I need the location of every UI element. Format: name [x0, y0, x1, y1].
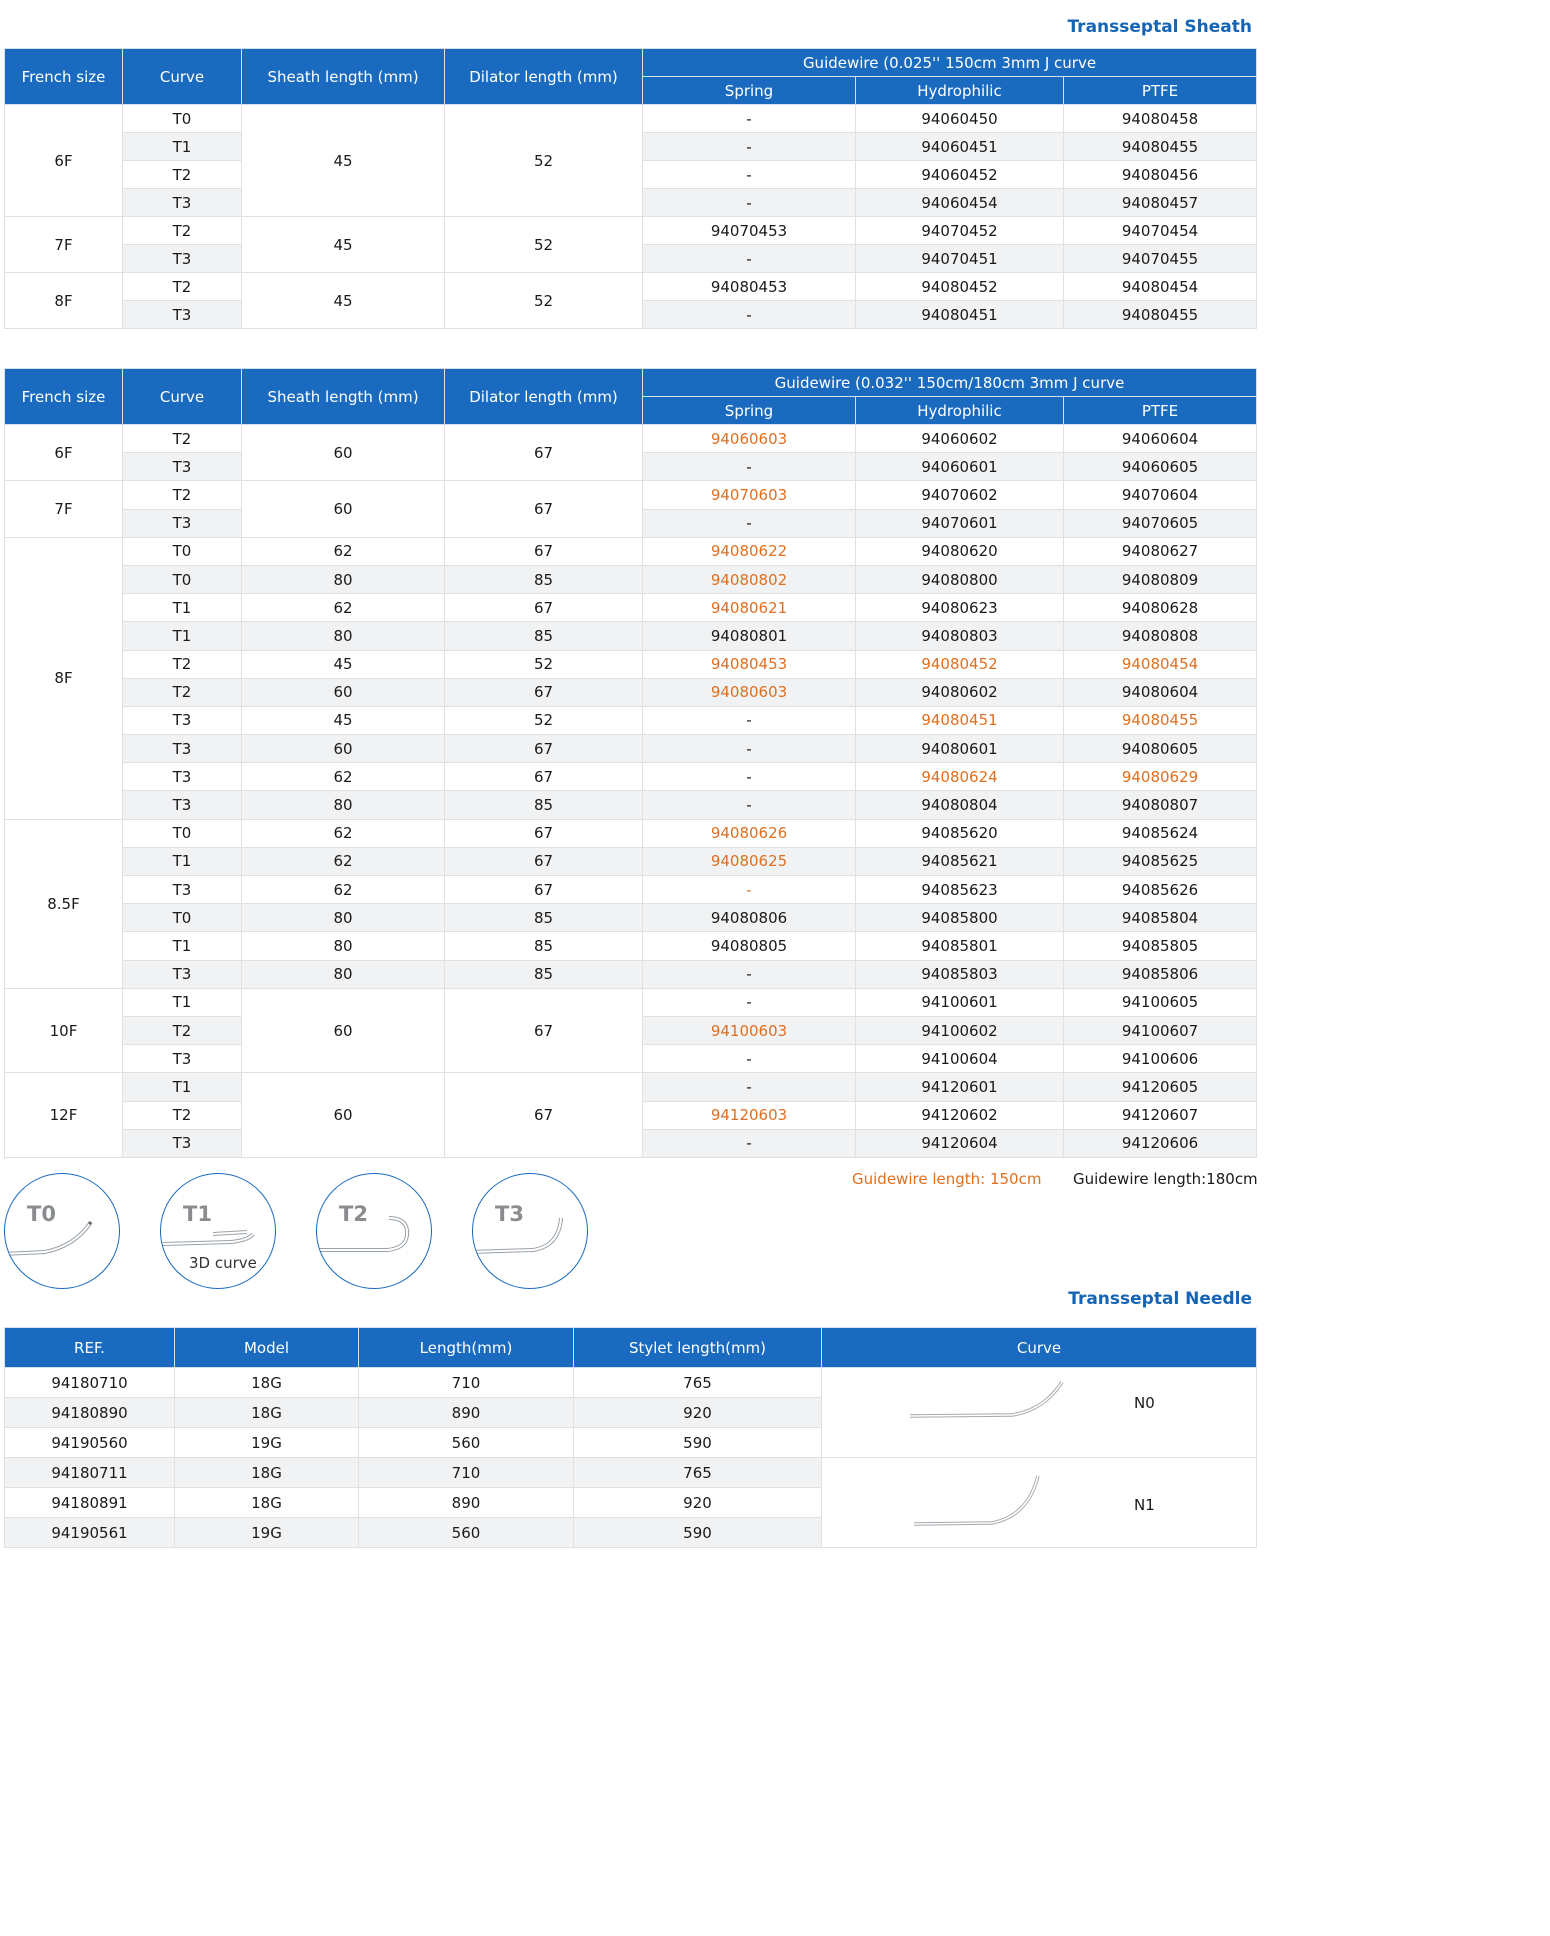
hydrophilic-cell: 94060602	[856, 425, 1064, 453]
ptfe-cell: 94085624	[1064, 819, 1257, 847]
ptfe-cell: 94080455	[1064, 301, 1257, 329]
hydrophilic-cell: 94070601	[856, 509, 1064, 537]
table-row	[5, 706, 1257, 734]
curve-cell: T2	[123, 425, 242, 453]
curve-cell: T3	[123, 706, 242, 734]
spring-cell: -	[643, 161, 856, 189]
header-ptfe: PTFE	[1064, 397, 1257, 425]
curve-cell: T2	[123, 481, 242, 509]
hydrophilic-cell: 94080451	[856, 301, 1064, 329]
curve-cell: T3	[123, 453, 242, 481]
hydrophilic-cell: 94080602	[856, 678, 1064, 706]
table-row	[5, 1368, 1257, 1398]
needle-curve-label: N0	[1134, 1394, 1155, 1412]
curve-diagram-t3	[472, 1173, 588, 1289]
header-french-size: French size	[5, 369, 123, 425]
dilator-length-cell: 67	[445, 1073, 643, 1158]
table-row	[5, 537, 1257, 565]
ptfe-cell: 94080809	[1064, 565, 1257, 593]
model-cell: 18G	[175, 1368, 359, 1398]
hydrophilic-cell: 94120601	[856, 1073, 1064, 1101]
spring-cell: -	[643, 735, 856, 763]
spring-cell: 94120603	[643, 1101, 856, 1129]
sheath-length-cell: 45	[242, 217, 445, 273]
sheath-length-cell: 60	[242, 735, 445, 763]
french-size-cell: 10F	[5, 988, 123, 1073]
hydrophilic-cell: 94085801	[856, 932, 1064, 960]
dilator-length-cell: 85	[445, 622, 643, 650]
curve-cell: T2	[123, 1016, 242, 1044]
needle-curve-label: N1	[1134, 1496, 1155, 1514]
needle-curve-cell-0	[822, 1368, 1257, 1458]
spring-cell: 94080603	[643, 678, 856, 706]
hydrophilic-cell: 94060450	[856, 105, 1064, 133]
header-french-size: French size	[5, 49, 123, 105]
curve-cell: T0	[123, 105, 242, 133]
header-sheath-length: Sheath length (mm)	[242, 369, 445, 425]
model-cell: 19G	[175, 1428, 359, 1458]
sheath-length-cell: 45	[242, 706, 445, 734]
curve-cell: T3	[123, 791, 242, 819]
spring-cell: 94080806	[643, 904, 856, 932]
table-row	[5, 481, 1257, 509]
hydrophilic-cell: 94070452	[856, 217, 1064, 245]
n0-curve-icon	[822, 1368, 1257, 1456]
t3-curve-icon	[473, 1174, 587, 1288]
spring-cell: -	[643, 988, 856, 1016]
header-spring: Spring	[643, 397, 856, 425]
curve-cell: T3	[123, 763, 242, 791]
curve-cell: T3	[123, 189, 242, 217]
ptfe-cell: 94085805	[1064, 932, 1257, 960]
ptfe-cell: 94085626	[1064, 876, 1257, 904]
header-model: Model	[175, 1328, 359, 1368]
model-cell: 18G	[175, 1488, 359, 1518]
sheath-length-cell: 62	[242, 847, 445, 875]
sheath-length-cell: 60	[242, 1073, 445, 1158]
curve-diagram-t0	[4, 1173, 120, 1289]
sheath-length-cell: 60	[242, 425, 445, 481]
hydrophilic-cell: 94060601	[856, 453, 1064, 481]
legend-180cm: Guidewire length:180cm	[1073, 1170, 1258, 1188]
needle-title: Transseptal Needle	[1068, 1289, 1252, 1309]
header-curve: Curve	[123, 369, 242, 425]
table-row	[5, 273, 1257, 301]
header-guidewire: Guidewire (0.025'' 150cm 3mm J curve	[643, 49, 1257, 77]
header-dilator-length: Dilator length (mm)	[445, 369, 643, 425]
curve-diagram-t1	[160, 1173, 276, 1289]
ptfe-cell: 94085806	[1064, 960, 1257, 988]
dilator-length-cell: 67	[445, 847, 643, 875]
dilator-length-cell: 67	[445, 876, 643, 904]
ptfe-cell: 94120605	[1064, 1073, 1257, 1101]
hydrophilic-cell: 94120604	[856, 1129, 1064, 1157]
curve-cell: T2	[123, 273, 242, 301]
curve-cell: T0	[123, 904, 242, 932]
ptfe-cell: 94085804	[1064, 904, 1257, 932]
sheath-length-cell: 45	[242, 650, 445, 678]
length-cell: 560	[359, 1518, 574, 1548]
header-dilator-length: Dilator length (mm)	[445, 49, 643, 105]
table-row	[5, 1073, 1257, 1101]
header-ptfe: PTFE	[1064, 77, 1257, 105]
hydrophilic-cell: 94080601	[856, 735, 1064, 763]
sheath-length-cell: 62	[242, 763, 445, 791]
sheath-length-cell: 80	[242, 622, 445, 650]
table-row	[5, 735, 1257, 763]
curve-cell: T1	[123, 133, 242, 161]
legend-150cm: Guidewire length: 150cm	[852, 1170, 1042, 1188]
spring-cell: -	[643, 453, 856, 481]
ref-cell: 94180711	[5, 1458, 175, 1488]
sheath-length-cell: 60	[242, 481, 445, 537]
table-row	[5, 791, 1257, 819]
dilator-length-cell: 67	[445, 594, 643, 622]
sheath-length-cell: 60	[242, 678, 445, 706]
spring-cell: 94080622	[643, 537, 856, 565]
curve-cell: T2	[123, 650, 242, 678]
sheath-length-cell: 45	[242, 105, 445, 217]
ptfe-cell: 94080456	[1064, 161, 1257, 189]
curve-cell: T1	[123, 847, 242, 875]
spring-cell: -	[643, 245, 856, 273]
table-row	[5, 1458, 1257, 1488]
curve-cell: T3	[123, 245, 242, 273]
stylet-length-cell: 590	[574, 1518, 822, 1548]
ptfe-cell: 94080458	[1064, 105, 1257, 133]
curve-cell: T3	[123, 509, 242, 537]
french-size-cell: 7F	[5, 481, 123, 537]
spring-cell: -	[643, 960, 856, 988]
hydrophilic-cell: 94120602	[856, 1101, 1064, 1129]
ptfe-cell: 94100606	[1064, 1045, 1257, 1073]
spring-cell: 94080802	[643, 565, 856, 593]
french-size-cell: 7F	[5, 217, 123, 273]
dilator-length-cell: 67	[445, 988, 643, 1073]
dilator-length-cell: 85	[445, 565, 643, 593]
ptfe-cell: 94080455	[1064, 133, 1257, 161]
dilator-length-cell: 52	[445, 273, 643, 329]
ptfe-cell: 94080457	[1064, 189, 1257, 217]
sheath-length-cell: 80	[242, 904, 445, 932]
spring-cell: 94060603	[643, 425, 856, 453]
model-cell: 18G	[175, 1398, 359, 1428]
header-length: Length(mm)	[359, 1328, 574, 1368]
hydrophilic-cell: 94080624	[856, 763, 1064, 791]
spring-cell: -	[643, 876, 856, 904]
french-size-cell: 6F	[5, 105, 123, 217]
sheath-length-cell: 60	[242, 988, 445, 1073]
length-cell: 560	[359, 1428, 574, 1458]
length-cell: 890	[359, 1488, 574, 1518]
ptfe-cell: 94080627	[1064, 537, 1257, 565]
header-spring: Spring	[643, 77, 856, 105]
header-stylet-length: Stylet length(mm)	[574, 1328, 822, 1368]
table-row	[5, 876, 1257, 904]
dilator-length-cell: 67	[445, 537, 643, 565]
curve-cell: T0	[123, 819, 242, 847]
table-row	[5, 217, 1257, 245]
hydrophilic-cell: 94080800	[856, 565, 1064, 593]
curve-sublabel: 3D curve	[189, 1254, 257, 1272]
spring-cell: -	[643, 763, 856, 791]
curve-cell: T2	[123, 1101, 242, 1129]
curve-cell: T1	[123, 988, 242, 1016]
french-size-cell: 8.5F	[5, 819, 123, 988]
spring-cell: 94080453	[643, 273, 856, 301]
needle-curve-cell-1	[822, 1458, 1257, 1548]
sheath-length-cell: 62	[242, 594, 445, 622]
ptfe-cell: 94120606	[1064, 1129, 1257, 1157]
curve-cell: T2	[123, 161, 242, 189]
ref-cell: 94180710	[5, 1368, 175, 1398]
table-row	[5, 425, 1257, 453]
table-row	[5, 678, 1257, 706]
curve-label: T0	[27, 1202, 56, 1226]
ptfe-cell: 94080807	[1064, 791, 1257, 819]
hydrophilic-cell: 94060452	[856, 161, 1064, 189]
curve-cell: T3	[123, 876, 242, 904]
hydrophilic-cell: 94085803	[856, 960, 1064, 988]
ptfe-cell: 94080628	[1064, 594, 1257, 622]
curve-cell: T2	[123, 217, 242, 245]
dilator-length-cell: 67	[445, 678, 643, 706]
curve-cell: T3	[123, 735, 242, 763]
spring-cell: -	[643, 1129, 856, 1157]
stylet-length-cell: 590	[574, 1428, 822, 1458]
spring-cell: -	[643, 1045, 856, 1073]
spring-cell: -	[643, 189, 856, 217]
ptfe-cell: 94080454	[1064, 650, 1257, 678]
hydrophilic-cell: 94080451	[856, 706, 1064, 734]
french-size-cell: 8F	[5, 273, 123, 329]
header-sheath-length: Sheath length (mm)	[242, 49, 445, 105]
french-size-cell: 12F	[5, 1073, 123, 1158]
length-cell: 710	[359, 1458, 574, 1488]
ptfe-cell: 94085625	[1064, 847, 1257, 875]
curve-cell: T0	[123, 565, 242, 593]
sheath-length-cell: 62	[242, 876, 445, 904]
stylet-length-cell: 765	[574, 1458, 822, 1488]
spring-cell: 94100603	[643, 1016, 856, 1044]
hydrophilic-cell: 94085800	[856, 904, 1064, 932]
table-row	[5, 904, 1257, 932]
length-cell: 710	[359, 1368, 574, 1398]
spring-cell: 94080621	[643, 594, 856, 622]
table-row	[5, 763, 1257, 791]
dilator-length-cell: 85	[445, 791, 643, 819]
ptfe-cell: 94060604	[1064, 425, 1257, 453]
hydrophilic-cell: 94070451	[856, 245, 1064, 273]
spring-cell: 94080805	[643, 932, 856, 960]
sheath-table-0025	[4, 48, 1257, 329]
spring-cell: -	[643, 301, 856, 329]
hydrophilic-cell: 94080452	[856, 273, 1064, 301]
sheath-title: Transseptal Sheath	[1067, 17, 1252, 37]
ref-cell: 94190560	[5, 1428, 175, 1458]
model-cell: 18G	[175, 1458, 359, 1488]
curve-cell: T1	[123, 594, 242, 622]
hydrophilic-cell: 94080620	[856, 537, 1064, 565]
header-guidewire: Guidewire (0.032'' 150cm/180cm 3mm J curve	[643, 369, 1257, 397]
table-row	[5, 650, 1257, 678]
sheath-length-cell: 80	[242, 932, 445, 960]
spring-cell: -	[643, 791, 856, 819]
ptfe-cell: 94080605	[1064, 735, 1257, 763]
stylet-length-cell: 920	[574, 1398, 822, 1428]
table-row	[5, 105, 1257, 133]
sheath-length-cell: 45	[242, 273, 445, 329]
hydrophilic-cell: 94085620	[856, 819, 1064, 847]
n1-curve-icon	[822, 1458, 1257, 1546]
stylet-length-cell: 765	[574, 1368, 822, 1398]
spring-cell: -	[643, 1073, 856, 1101]
header-hydrophilic: Hydrophilic	[856, 397, 1064, 425]
sheath-length-cell: 62	[242, 537, 445, 565]
table-row	[5, 819, 1257, 847]
ref-cell: 94180891	[5, 1488, 175, 1518]
header-hydrophilic: Hydrophilic	[856, 77, 1064, 105]
dilator-length-cell: 67	[445, 763, 643, 791]
spring-cell: 94080453	[643, 650, 856, 678]
french-size-cell: 6F	[5, 425, 123, 481]
french-size-cell: 8F	[5, 537, 123, 819]
table-row	[5, 594, 1257, 622]
curve-cell: T3	[123, 1129, 242, 1157]
ptfe-cell: 94080629	[1064, 763, 1257, 791]
ptfe-cell: 94080604	[1064, 678, 1257, 706]
sheath-table-0032	[4, 368, 1257, 1158]
spring-cell: -	[643, 133, 856, 161]
ptfe-cell: 94070605	[1064, 509, 1257, 537]
curve-cell: T3	[123, 960, 242, 988]
spring-cell: -	[643, 509, 856, 537]
curve-cell: T0	[123, 537, 242, 565]
spring-cell: 94080626	[643, 819, 856, 847]
table-row	[5, 932, 1257, 960]
hydrophilic-cell: 94085621	[856, 847, 1064, 875]
sheath-length-cell: 80	[242, 791, 445, 819]
dilator-length-cell: 52	[445, 217, 643, 273]
hydrophilic-cell: 94060454	[856, 189, 1064, 217]
table-row	[5, 960, 1257, 988]
ptfe-cell: 94060605	[1064, 453, 1257, 481]
dilator-length-cell: 67	[445, 481, 643, 537]
hydrophilic-cell: 94080803	[856, 622, 1064, 650]
ptfe-cell: 94070455	[1064, 245, 1257, 273]
ptfe-cell: 94080454	[1064, 273, 1257, 301]
ptfe-cell: 94080808	[1064, 622, 1257, 650]
spring-cell: 94080625	[643, 847, 856, 875]
hydrophilic-cell: 94080623	[856, 594, 1064, 622]
spring-cell: 94070603	[643, 481, 856, 509]
ptfe-cell: 94070604	[1064, 481, 1257, 509]
dilator-length-cell: 85	[445, 932, 643, 960]
length-cell: 890	[359, 1398, 574, 1428]
curve-diagram-t2	[316, 1173, 432, 1289]
t0-curve-icon	[5, 1174, 119, 1288]
hydrophilic-cell: 94070602	[856, 481, 1064, 509]
hydrophilic-cell: 94080452	[856, 650, 1064, 678]
hydrophilic-cell: 94100604	[856, 1045, 1064, 1073]
header-curve: Curve	[123, 49, 242, 105]
dilator-length-cell: 52	[445, 650, 643, 678]
dilator-length-cell: 52	[445, 105, 643, 217]
ref-cell: 94190561	[5, 1518, 175, 1548]
header-curve: Curve	[822, 1328, 1257, 1368]
ptfe-cell: 94070454	[1064, 217, 1257, 245]
curve-cell: T1	[123, 622, 242, 650]
stylet-length-cell: 920	[574, 1488, 822, 1518]
header-ref: REF.	[5, 1328, 175, 1368]
spring-cell: 94080801	[643, 622, 856, 650]
dilator-length-cell: 85	[445, 960, 643, 988]
spring-cell: -	[643, 706, 856, 734]
dilator-length-cell: 52	[445, 706, 643, 734]
table-row	[5, 622, 1257, 650]
table-row	[5, 988, 1257, 1016]
curve-cell: T1	[123, 932, 242, 960]
ref-cell: 94180890	[5, 1398, 175, 1428]
spring-cell: -	[643, 105, 856, 133]
needle-table	[4, 1327, 1257, 1548]
dilator-length-cell: 85	[445, 904, 643, 932]
dilator-length-cell: 67	[445, 735, 643, 763]
hydrophilic-cell: 94080804	[856, 791, 1064, 819]
ptfe-cell: 94120607	[1064, 1101, 1257, 1129]
curve-cell: T3	[123, 301, 242, 329]
dilator-length-cell: 67	[445, 819, 643, 847]
curve-label: T3	[495, 1202, 524, 1226]
curve-cell: T1	[123, 1073, 242, 1101]
sheath-length-cell: 80	[242, 960, 445, 988]
sheath-length-cell: 62	[242, 819, 445, 847]
dilator-length-cell: 67	[445, 425, 643, 481]
table-row	[5, 847, 1257, 875]
ptfe-cell: 94080455	[1064, 706, 1257, 734]
table-row	[5, 565, 1257, 593]
model-cell: 19G	[175, 1518, 359, 1548]
ptfe-cell: 94100607	[1064, 1016, 1257, 1044]
hydrophilic-cell: 94085623	[856, 876, 1064, 904]
hydrophilic-cell: 94060451	[856, 133, 1064, 161]
t2-curve-icon	[317, 1174, 431, 1288]
curve-cell: T2	[123, 678, 242, 706]
hydrophilic-cell: 94100601	[856, 988, 1064, 1016]
hydrophilic-cell: 94100602	[856, 1016, 1064, 1044]
curve-label: T1	[183, 1202, 212, 1226]
sheath-length-cell: 80	[242, 565, 445, 593]
ptfe-cell: 94100605	[1064, 988, 1257, 1016]
curve-label: T2	[339, 1202, 368, 1226]
curve-cell: T3	[123, 1045, 242, 1073]
spring-cell: 94070453	[643, 217, 856, 245]
